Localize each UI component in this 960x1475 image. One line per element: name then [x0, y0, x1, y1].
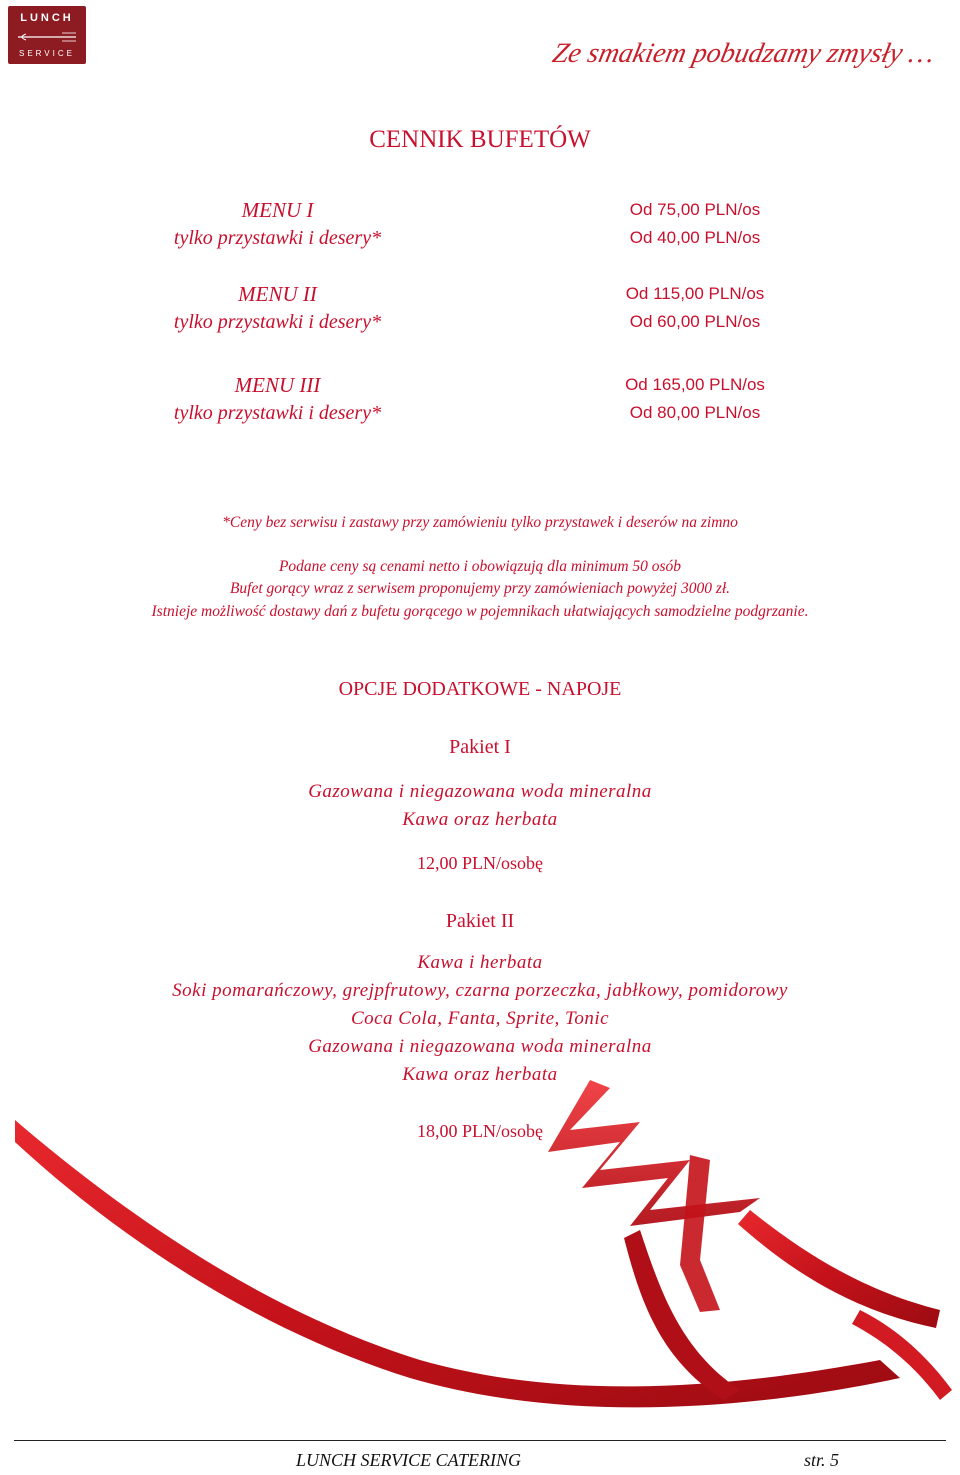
menu-1-note: tylko przystawki i desery*: [173, 227, 382, 249]
logo-text-top: LUNCH: [20, 12, 74, 24]
package-1-item: Kawa oraz herbata: [402, 809, 558, 830]
package-2-item: Kawa oraz herbata: [402, 1064, 558, 1085]
package-2-title: Pakiet II: [445, 910, 515, 932]
options-section-title: OPCJE DODATKOWE - NAPOJE: [338, 678, 622, 700]
note-hot-buffet: Bufet gorący wraz z serwisem proponujemy przy zamówieniach powyżej 3000 zł.: [229, 580, 731, 597]
menu-3-note: tylko przystawki i desery*: [173, 402, 382, 424]
menu-2-price-full: Od 115,00 PLN/os: [625, 284, 765, 303]
package-2-item: Soki pomarańczowy, grejpfrutowy, czarna porzeczka, jabłkowy, pomidorowy: [172, 980, 788, 1001]
menu-3-price-note: Od 80,00 PLN/os: [629, 403, 761, 422]
page-title: CENNIK BUFETÓW: [369, 126, 591, 153]
package-2-price: 18,00 PLN/osobę: [417, 1121, 543, 1141]
cutlery-icon: [16, 30, 78, 44]
slogan: Ze smakiem pobudzamy zmysły …: [549, 38, 938, 69]
menu-3-block: [0, 373, 555, 425]
package-2-item: Gazowana i niegazowana woda mineralna: [308, 1036, 652, 1057]
ribbon-christmas-tree-image: [0, 1060, 960, 1420]
footer-company: LUNCH SERVICE CATERING: [296, 1450, 522, 1470]
menu-1-block: [0, 198, 555, 250]
menu-3-name: MENU III: [234, 373, 321, 397]
logo-text-bottom: SERVICE: [19, 49, 75, 58]
package-1-item: Gazowana i niegazowana woda mineralna: [308, 781, 652, 802]
package-1-title: Pakiet I: [449, 736, 511, 758]
page-number: str. 5: [804, 1450, 840, 1470]
menu-2-name: MENU II: [238, 282, 317, 306]
menu-2-note: tylko przystawki i desery*: [173, 311, 382, 333]
menu-1-name: MENU I: [241, 198, 314, 222]
menu-3-price-full: Od 165,00 PLN/os: [625, 375, 765, 394]
footer-divider: [14, 1440, 946, 1441]
note-prices-without-service: *Ceny bez serwisu i zastawy przy zamówieniu tylko przystawek i deserów na zimno: [222, 514, 738, 531]
note-delivery: Istnieje możliwość dostawy dań z bufetu gorącego w pojemnikach ułatwiających samodzielne podgrzanie.: [151, 603, 809, 620]
menu-2-block: [0, 282, 555, 334]
package-2-item: Coca Cola, Fanta, Sprite, Tonic: [350, 1008, 610, 1029]
menu-1-price-note: Od 40,00 PLN/os: [629, 228, 761, 247]
company-logo: [8, 6, 86, 64]
menu-1-price-full: Od 75,00 PLN/os: [629, 200, 761, 219]
note-net-prices: Podane ceny są cenami netto i obowiązują dla minimum 50 osób: [278, 558, 682, 575]
menu-2-price-note: Od 60,00 PLN/os: [629, 312, 761, 331]
package-2-item: Kawa i herbata: [417, 952, 543, 973]
package-1-price: 12,00 PLN/osobę: [417, 853, 543, 873]
